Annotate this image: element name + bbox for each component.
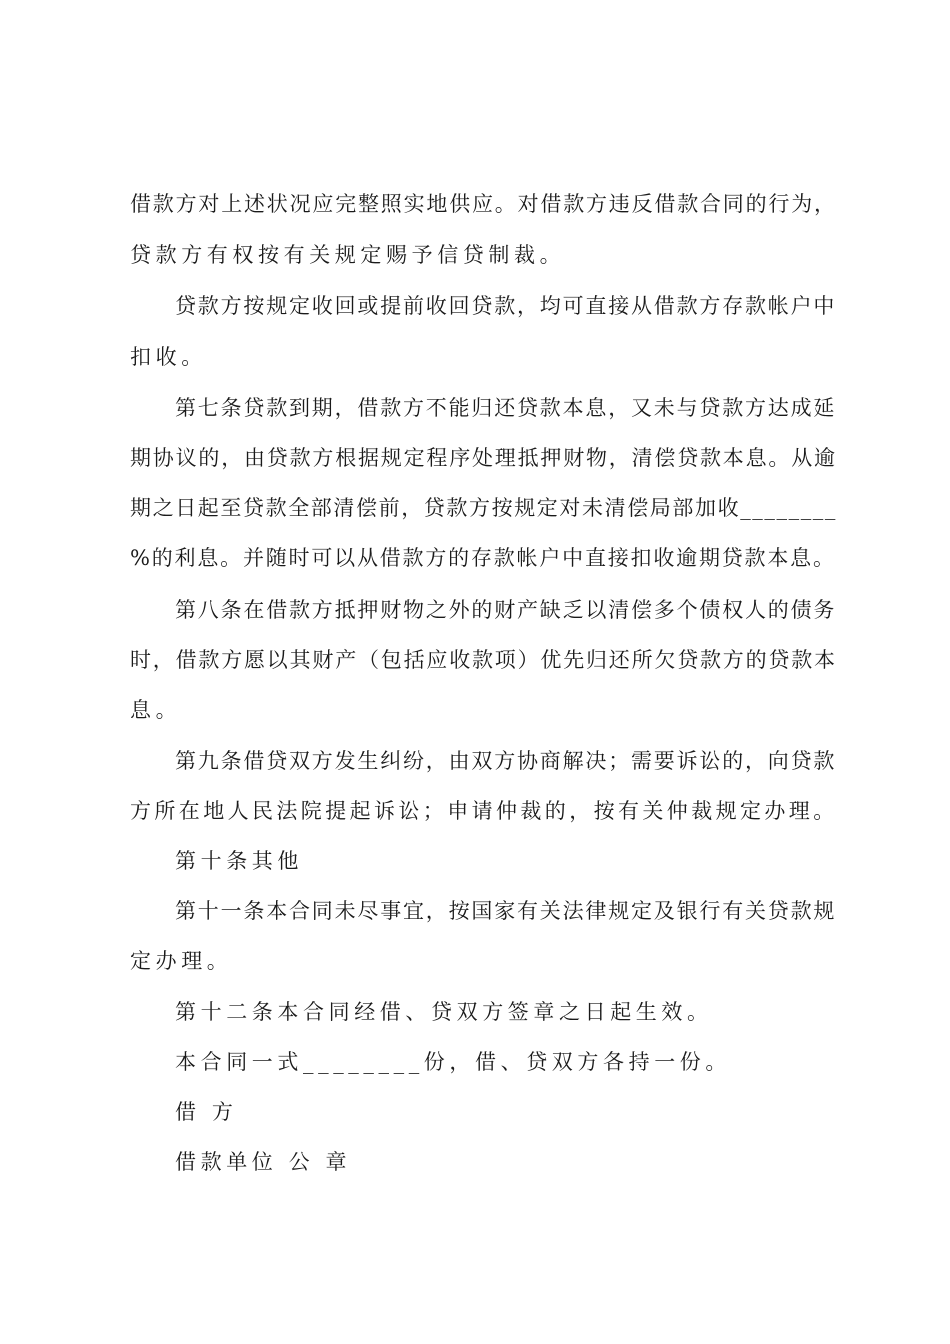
- paragraph-line: 借款方对上述状况应完整照实地供应。对借款方违反借款合同的行为，: [130, 192, 837, 216]
- paragraph-line: 第九条借贷双方发生纠纷，由双方协商解决；需要诉讼的，向贷款: [175, 749, 837, 773]
- paragraph-line: 第十一条本合同未尽事宜，按国家有关法律规定及银行有关贷款规: [175, 899, 837, 923]
- paragraph-line: 第八条在借款方抵押财物之外的财产缺乏以清偿多个债权人的债务: [175, 598, 837, 622]
- paragraph-line: 本合同一式________份，借、贷双方各持一份。: [175, 1050, 731, 1074]
- paragraph-line: 第十条其他: [175, 849, 303, 873]
- paragraph-line: %的利息。并随时可以从借款方的存款帐户中直接扣收逾期贷款本息。: [130, 546, 836, 570]
- paragraph-line: 扣收。: [130, 345, 207, 369]
- paragraph-line: 第十二条本合同经借、贷双方签章之日起生效。: [175, 1000, 713, 1024]
- paragraph-line: 期之日起至贷款全部清偿前，贷款方按规定对未清偿局部加收________: [130, 496, 837, 520]
- paragraph-line: 方所在地人民法院提起诉讼；申请仲裁的，按有关仲裁规定办理。: [130, 799, 838, 823]
- paragraph-line: 息。: [130, 698, 182, 722]
- borrower-seal-label: 借款单位 公 章: [175, 1150, 352, 1174]
- paragraph-line: 期协议的，由贷款方根据规定程序处理抵押财物，清偿贷款本息。从逾: [130, 446, 837, 470]
- borrower-label: 借 方: [175, 1100, 238, 1124]
- paragraph-line: 第七条贷款到期，借款方不能归还贷款本息，又未与贷款方达成延: [175, 396, 837, 420]
- paragraph-line: 贷款方有权按有关规定赐予信贷制裁。: [130, 243, 566, 267]
- paragraph-line: 时，借款方愿以其财产（包括应收款项）优先归还所欠贷款方的贷款本: [130, 648, 837, 672]
- paragraph-line: 定办理。: [130, 949, 233, 973]
- paragraph-line: 贷款方按规定收回或提前收回贷款，均可直接从借款方存款帐户中: [175, 294, 837, 318]
